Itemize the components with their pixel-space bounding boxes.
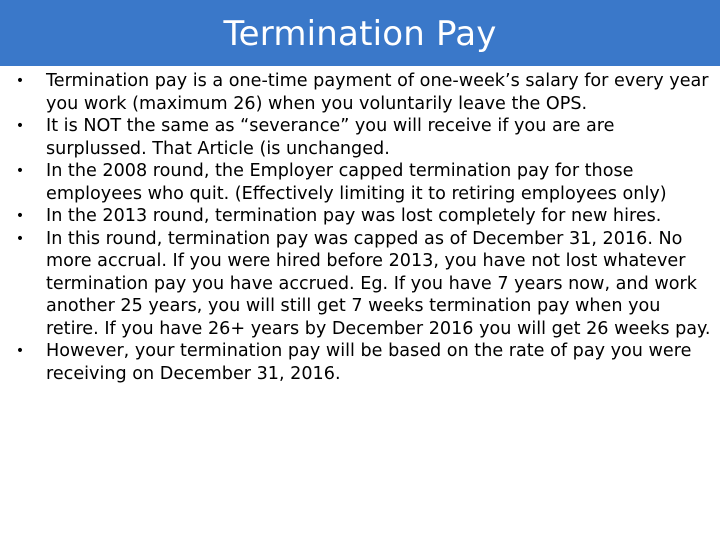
bullet-item xyxy=(0,228,720,341)
bullet-dot-icon: • xyxy=(15,163,25,179)
bullet-text: In this round, termination pay was capped as of December 31, 2016. No more accrual. If you were hired before 2013, you have not lost whatever termination pay you have accrued. Eg. If you have 7 years now, and work another 25 years, you will still get 7 weeks termination pay when you retire. If you have 26+ years by December 2016 you will get 26 weeks pay. xyxy=(46,228,711,339)
bullet-text: Termination pay is a one-time payment of one-week’s salary for every year you work (maximum 26) when you voluntarily leave the OPS. xyxy=(46,71,709,114)
bullet-item xyxy=(0,115,720,160)
bullet-dot-icon: • xyxy=(15,73,25,89)
bullet-text: In the 2013 round, termination pay was lost completely for new hires. xyxy=(46,206,662,226)
bullet-dot-icon: • xyxy=(15,118,25,134)
slide-title: Termination Pay xyxy=(223,14,497,54)
bullet-text: However, your termination pay will be based on the rate of pay you were receiving on December 31, 2016. xyxy=(46,341,692,384)
bullet-dot-icon: • xyxy=(15,208,25,224)
bullet-list xyxy=(0,70,720,385)
bullet-item xyxy=(0,70,720,115)
bullet-item xyxy=(0,205,720,228)
title-bar xyxy=(0,0,720,66)
bullet-dot-icon: • xyxy=(15,230,25,247)
bullet-text: It is NOT the same as “severance” you will receive if you are are surplussed. That Article (is unchanged. xyxy=(46,116,615,159)
bullet-item xyxy=(0,160,720,205)
bullet-text: In the 2008 round, the Employer capped termination pay for those employees who quit. (Effectively limiting it to retiring employees only) xyxy=(46,161,667,204)
bullet-dot-icon: • xyxy=(15,343,25,359)
bullet-item xyxy=(0,340,720,385)
